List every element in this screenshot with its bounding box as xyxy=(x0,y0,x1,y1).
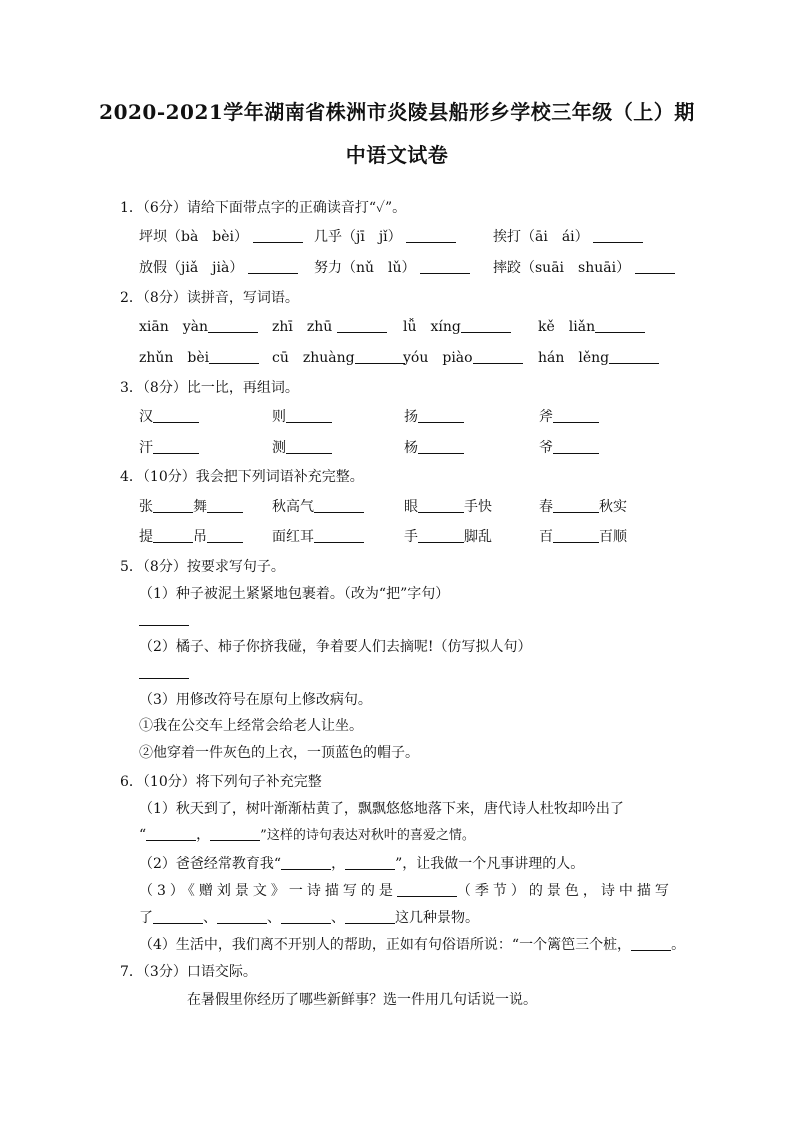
answer-blank[interactable] xyxy=(153,439,199,454)
answer-blank[interactable] xyxy=(553,408,599,423)
q3-item: 测 xyxy=(272,439,332,457)
q3-item: 汉 xyxy=(139,408,199,426)
answer-blank[interactable] xyxy=(473,349,523,364)
q2-heading: 2．（8分）读拼音，写词语。 xyxy=(120,290,299,306)
answer-line[interactable] xyxy=(139,677,189,679)
answer-blank[interactable] xyxy=(210,826,260,841)
answer-blank[interactable] xyxy=(553,439,599,454)
q4-heading: 4．（10分）我会把下列词语补充完整。 xyxy=(120,469,364,485)
answer-blank[interactable] xyxy=(146,826,196,841)
q1-heading: 1．（6分）请给下面带点字的正确读音打“✓”。 xyxy=(120,200,407,216)
answer-blank[interactable] xyxy=(595,318,645,333)
q5-sick-sentence-2: ②他穿着一件灰色的上衣，一顶蓝色的帽子。 xyxy=(139,745,419,761)
q3-heading: 3．（8分）比一比，再组词。 xyxy=(120,380,299,396)
q3-item: 则 xyxy=(272,408,332,426)
q4-item: 秋高气 xyxy=(272,498,364,516)
answer-blank[interactable] xyxy=(635,259,675,274)
q4-item: 春 秋实 xyxy=(539,499,627,515)
answer-line[interactable] xyxy=(139,624,189,626)
q3-item: 爷 xyxy=(539,439,599,457)
answer-blank[interactable] xyxy=(314,528,364,543)
answer-blank[interactable] xyxy=(217,909,267,924)
answer-blank[interactable] xyxy=(286,408,332,423)
q5-sentence-2: （2）橘子、柿子你挤我碰，争着要人们去摘呢!（仿写拟人句） xyxy=(139,639,532,655)
q3-item: 杨 xyxy=(404,439,464,457)
exam-title-line1: 2020-2021学年湖南省株洲市炎陵县船形乡学校三年级（上）期 xyxy=(99,100,695,124)
q6-sentence-4: （4）生活中，我们离不开别人的帮助，正如有句俗语所说：“一个篱笆三个桩， 。 xyxy=(139,937,686,953)
q1-item: 坪坝（bà bèi） xyxy=(139,228,303,246)
q5-sentence-1: （1）种子被泥土紧紧地包裹着。（改为“把”字句） xyxy=(139,586,450,602)
answer-blank[interactable] xyxy=(153,408,199,423)
q6-sentence-1-cont: “ ， ”这样的诗句表达对秋叶的喜爱之情。 xyxy=(139,827,475,843)
q6-sentence-3-cont: 了 、 、 、 这几种景物。 xyxy=(139,910,479,926)
q4-item: 面红耳 xyxy=(272,528,364,546)
answer-blank[interactable] xyxy=(153,498,193,513)
answer-blank[interactable] xyxy=(406,228,456,243)
answer-blank[interactable] xyxy=(418,439,464,454)
answer-blank[interactable] xyxy=(631,936,671,951)
answer-blank[interactable] xyxy=(281,909,331,924)
answer-blank[interactable] xyxy=(553,498,599,513)
answer-blank[interactable] xyxy=(461,318,511,333)
answer-blank[interactable] xyxy=(420,259,470,274)
answer-blank[interactable] xyxy=(355,349,405,364)
q2-item: zhǔn bèi xyxy=(139,349,259,367)
answer-blank[interactable] xyxy=(337,318,387,333)
q4-item: 手 脚乱 xyxy=(404,529,492,545)
answer-blank[interactable] xyxy=(207,528,243,543)
q4-item: 张 舞 xyxy=(139,498,243,516)
q5-heading: 5．（8分）按要求写句子。 xyxy=(120,559,285,575)
answer-blank[interactable] xyxy=(609,349,659,364)
answer-blank[interactable] xyxy=(281,855,331,870)
q3-item: 斧 xyxy=(539,408,599,426)
answer-blank[interactable] xyxy=(418,408,464,423)
q6-sentence-3: （3）《赠刘景文》一诗描写的是 （季节）的景色，诗中描写 xyxy=(139,883,673,899)
answer-blank[interactable] xyxy=(248,259,298,274)
q1-item: 努力（nǔ lǔ） xyxy=(314,259,470,277)
q2-item: lǚ xíng xyxy=(403,318,511,336)
answer-blank[interactable] xyxy=(153,528,193,543)
answer-blank[interactable] xyxy=(209,349,259,364)
answer-blank[interactable] xyxy=(345,909,395,924)
q1-item: 挨打（āi ái） xyxy=(493,228,643,246)
q1-item: 放假（jiǎ jià） xyxy=(139,259,298,277)
q6-heading: 6．（10分）将下列句子补充完整 xyxy=(120,774,322,790)
q5-sick-sentence-1: ①我在公交车上经常会给老人让坐。 xyxy=(139,718,363,734)
q2-item: cū zhuàng xyxy=(272,349,405,367)
q7-heading: 7．（3分）口语交际。 xyxy=(120,964,257,980)
answer-blank[interactable] xyxy=(345,855,395,870)
q3-item: 汗 xyxy=(139,439,199,457)
q7-prompt: 在暑假里你经历了哪些新鲜事？选一件用几句话说一说。 xyxy=(187,992,537,1008)
answer-blank[interactable] xyxy=(397,882,457,897)
answer-blank[interactable] xyxy=(286,439,332,454)
answer-blank[interactable] xyxy=(208,318,258,333)
q2-item: kě liǎn xyxy=(538,318,645,336)
answer-blank[interactable] xyxy=(253,228,303,243)
q4-item: 百 百顺 xyxy=(539,529,627,545)
q2-item: zhī zhū xyxy=(272,318,387,336)
answer-blank[interactable] xyxy=(418,528,464,543)
q6-sentence-2: （2）爸爸经常教育我“ ， ”，让我做一个凡事讲理的人。 xyxy=(139,856,585,872)
q2-item: yóu piào xyxy=(403,349,523,367)
q2-item: xiān yàn xyxy=(139,318,258,336)
answer-blank[interactable] xyxy=(314,498,364,513)
answer-blank[interactable] xyxy=(553,528,599,543)
answer-blank[interactable] xyxy=(593,228,643,243)
q4-item: 眼 手快 xyxy=(404,499,492,515)
q6-sentence-1: （1）秋天到了，树叶渐渐枯黄了，飘飘悠悠地落下来，唐代诗人杜牧却吟出了 xyxy=(139,801,624,817)
exam-title-line2: 中语文试卷 xyxy=(345,143,449,167)
q4-item: 提 吊 xyxy=(139,528,243,546)
answer-blank[interactable] xyxy=(153,909,203,924)
answer-blank[interactable] xyxy=(418,498,464,513)
q2-item: hán lěng xyxy=(538,349,659,367)
q5-sentence-3: （3）用修改符号在原句上修改病句。 xyxy=(139,692,372,708)
q1-item: 摔跤（suāi shuāi） xyxy=(493,259,675,277)
q3-item: 扬 xyxy=(404,408,464,426)
q1-item: 几乎（jī jǐ） xyxy=(314,228,456,246)
answer-blank[interactable] xyxy=(207,498,243,513)
